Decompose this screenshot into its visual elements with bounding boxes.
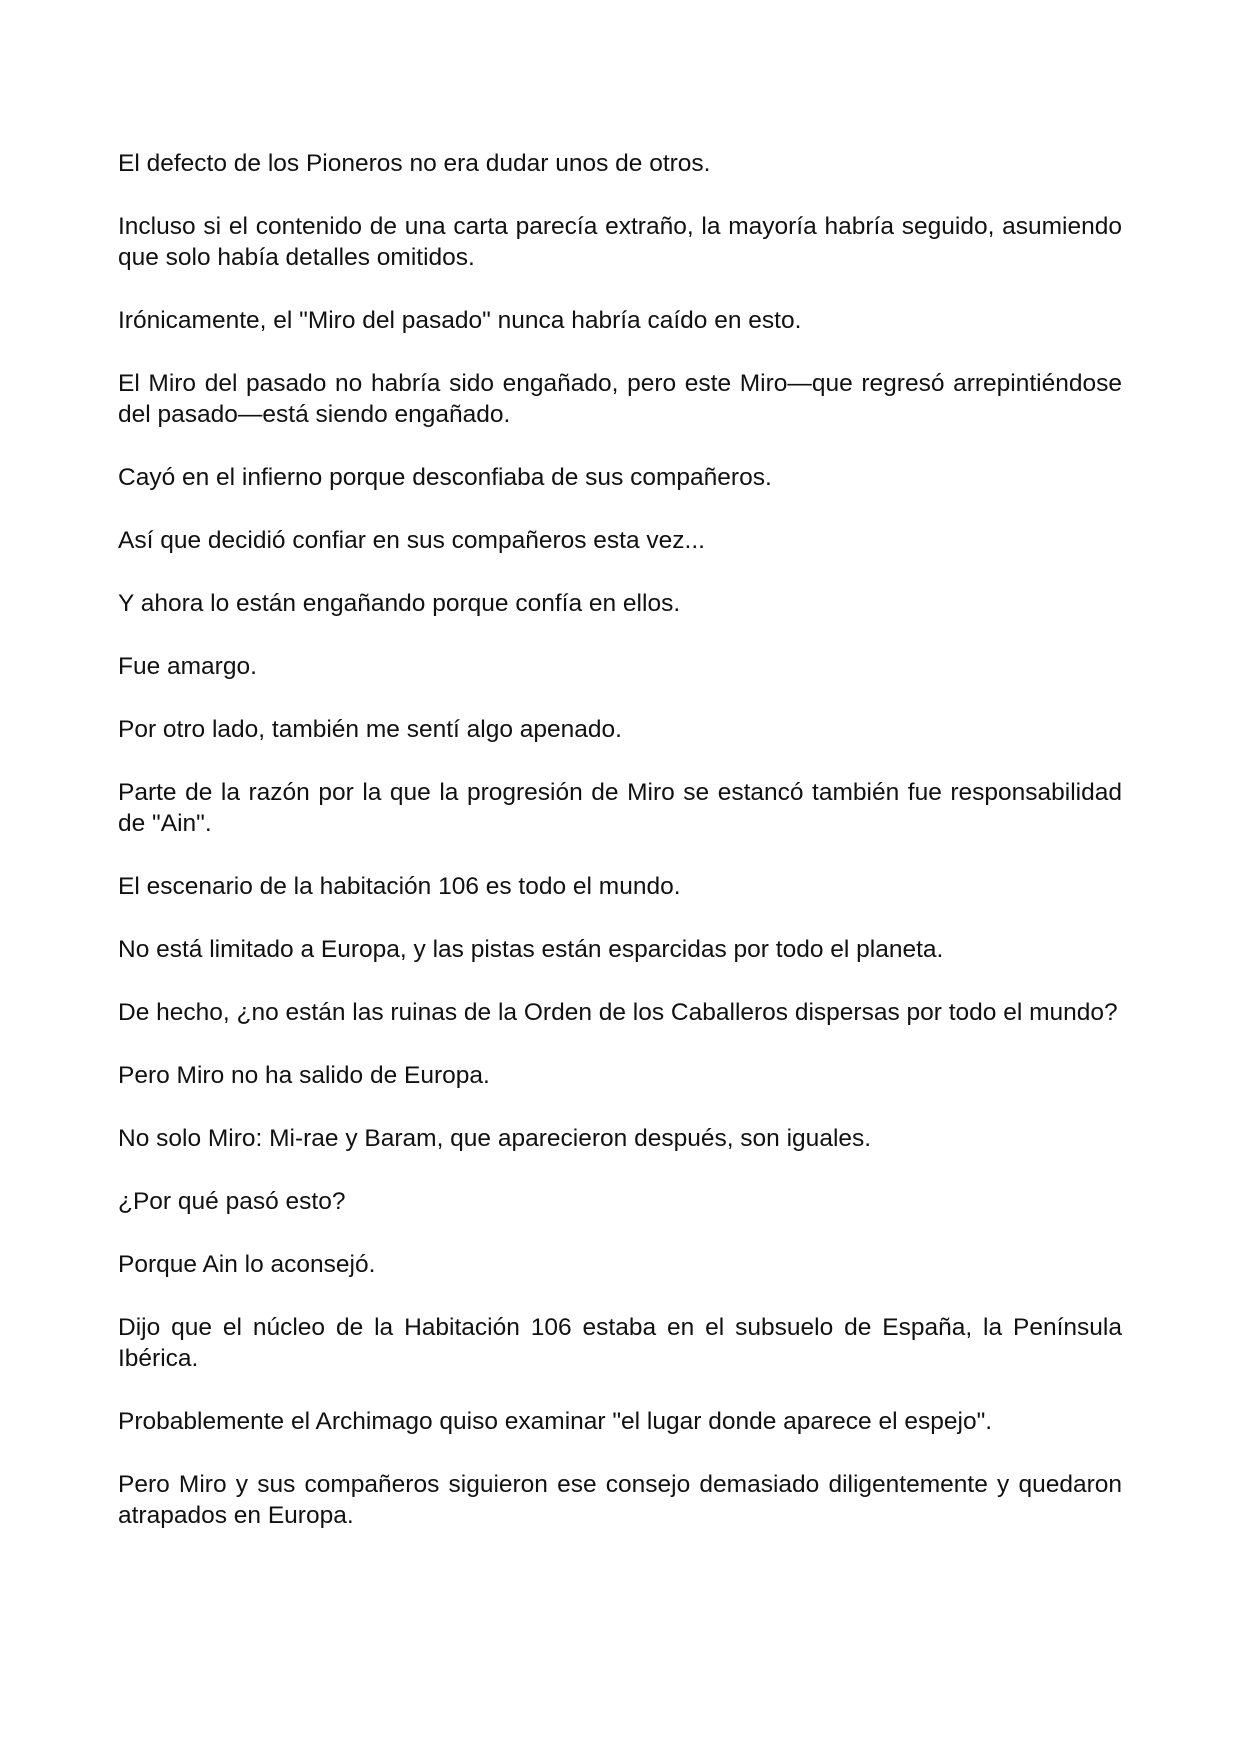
paragraph-1: El defecto de los Pioneros no era dudar unos de otros. [118, 150, 711, 177]
paragraph-11: El escenario de la habitación 106 es todo el mundo. [118, 873, 681, 900]
paragraph-2: Incluso si el contenido de una carta parecía extraño, la mayoría habría seguido, asumiendo que solo había detalles omitidos. [118, 213, 1122, 271]
document-body [118, 148, 1122, 1563]
paragraph-17: Porque Ain lo aconsejó. [118, 1251, 376, 1278]
paragraph-14: Pero Miro no ha salido de Europa. [118, 1062, 490, 1089]
paragraph-13: De hecho, ¿no están las ruinas de la Orden de los Caballeros dispersas por todo el mundo? [118, 999, 1118, 1026]
paragraph-10: Parte de la razón por la que la progresión de Miro se estancó también fue responsabilidad de "Ain". [118, 779, 1122, 837]
paragraph-12: No está limitado a Europa, y las pistas están esparcidas por todo el planeta. [118, 936, 944, 963]
paragraph-18: Dijo que el núcleo de la Habitación 106 estaba en el subsuelo de España, la Península Ibérica. [118, 1314, 1122, 1372]
paragraph-5: Cayó en el infierno porque desconfiaba de sus compañeros. [118, 464, 772, 491]
paragraph-9: Por otro lado, también me sentí algo apenado. [118, 716, 622, 743]
paragraph-4: El Miro del pasado no habría sido engañado, pero este Miro—que regresó arrepintiéndose del pasado—está siendo engañado. [118, 370, 1122, 428]
paragraph-6: Así que decidió confiar en sus compañeros esta vez... [118, 527, 705, 554]
paragraph-3: Irónicamente, el "Miro del pasado" nunca habría caído en esto. [118, 307, 802, 334]
paragraph-15: No solo Miro: Mi-rae y Baram, que aparecieron después, son iguales. [118, 1125, 872, 1152]
paragraph-16: ¿Por qué pasó esto? [118, 1188, 346, 1215]
paragraph-7: Y ahora lo están engañando porque confía en ellos. [118, 590, 681, 617]
paragraph-8: Fue amargo. [118, 653, 257, 680]
paragraph-19: Probablemente el Archimago quiso examinar "el lugar donde aparece el espejo". [118, 1408, 993, 1435]
paragraph-20: Pero Miro y sus compañeros siguieron ese consejo demasiado diligentemente y quedaron atrapados en Europa. [118, 1471, 1122, 1529]
